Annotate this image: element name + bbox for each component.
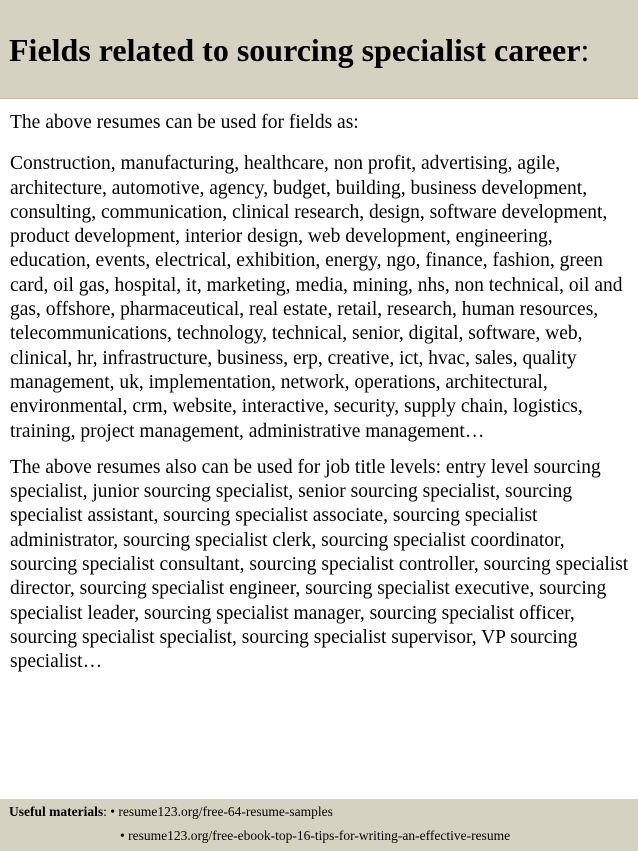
intro-text: The above resumes can be used for fields as: bbox=[10, 112, 359, 133]
main-content bbox=[10, 111, 632, 675]
page-header bbox=[0, 0, 638, 99]
job-levels-paragraph: The above resumes also can be used for job title levels: entry level sourcing specialist, junior sourcing specialist, senior sourcing specialist, sourcing specialist assistant, sourcing specialist associate, sourcing specialist administrator, sourcing specialist clerk, sourcing specialist coordinator, sourcing specialist consultant, sourcing specialist controller, sourcing specialist director, sourcing specialist engineer, sourcing specialist executive, sourcing specialist leader, sourcing specialist manager, sourcing specialist officer, sourcing specialist specialist, sourcing specialist supervisor, VP sourcing specialist… bbox=[10, 456, 629, 673]
footer-label: Useful materials bbox=[9, 804, 104, 819]
footer-link-ebook-tips[interactable]: • resume123.org/free-ebook-top-16-tips-for-writing-an-effective-resume bbox=[120, 828, 511, 843]
page-footer bbox=[0, 799, 638, 851]
footer-link-resume-samples[interactable]: • resume123.org/free-64-resume-samples bbox=[110, 804, 333, 819]
page-title bbox=[9, 30, 589, 70]
page-title-text: Fields related to sourcing specialist career bbox=[9, 32, 581, 68]
footer-row bbox=[9, 801, 333, 822]
fields-list-paragraph: Construction, manufacturing, healthcare, non profit, advertising, agile, architecture, automotive, agency, budget, building, business development, consulting, communication, clinical research, design, software development, product development, interior design, web development, engineering, education, events, electrical, exhibition, energy, ngo, finance, fashion, green card, oil gas, hospital, it, marketing, media, mining, nhs, non technical, oil and gas, offshore, pharmaceutical, real estate, retail, research, human resources, telecommunications, technology, technical, senior, digital, software, web, clinical, hr, infrastructure, business, erp, creative, ict, hvac, sales, quality management, uk, implementation, network, operations, architectural, environmental, crm, website, interactive, security, supply chain, logistics, training, project management, administrative management… bbox=[10, 153, 623, 442]
footer-label-colon: : bbox=[103, 804, 111, 819]
footer-row bbox=[120, 825, 510, 846]
page-title-colon: : bbox=[580, 32, 590, 68]
